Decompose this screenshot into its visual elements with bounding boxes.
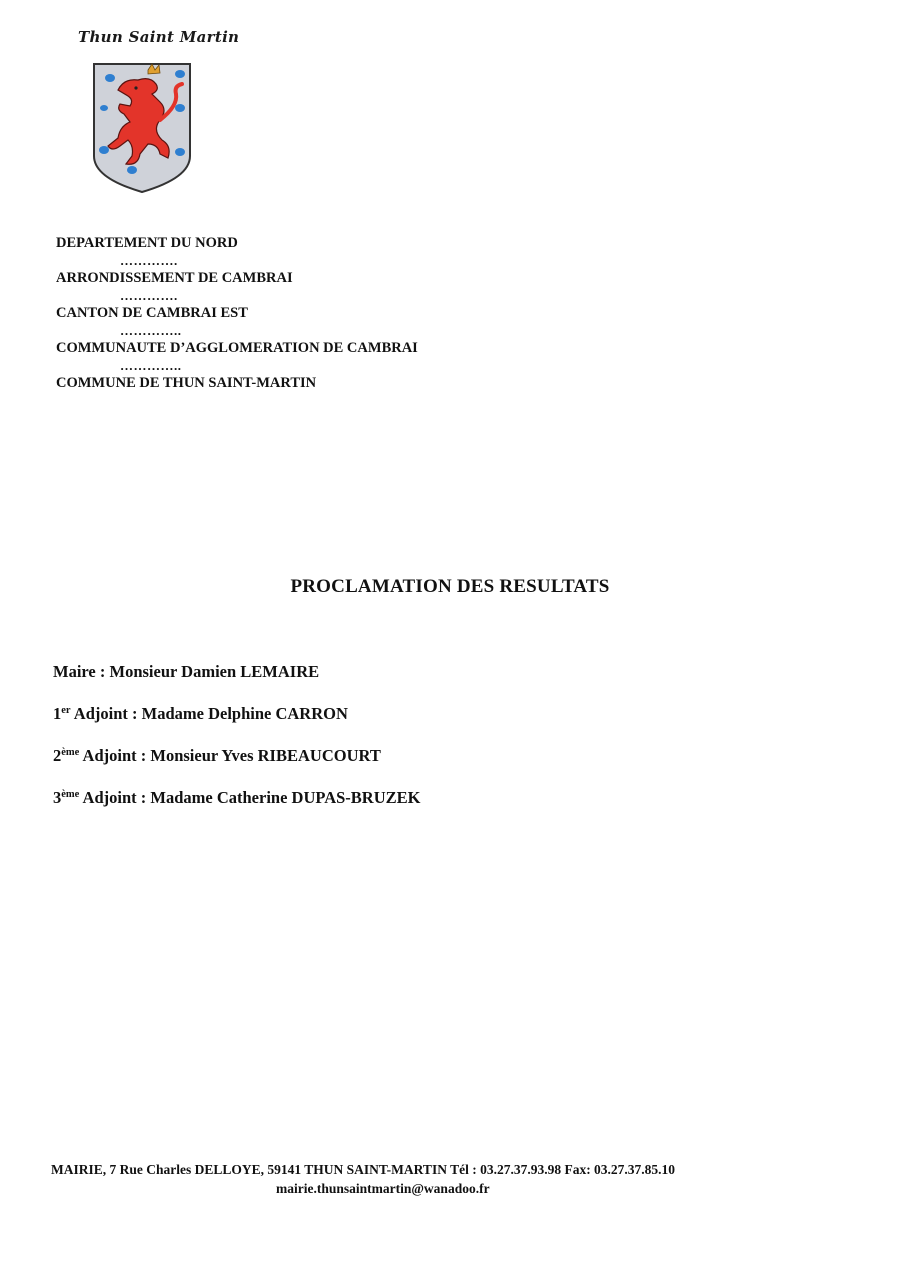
page-title: PROCLAMATION DES RESULTATS: [290, 576, 610, 597]
separator-dots: ………….: [120, 253, 178, 268]
role-number: 3: [53, 788, 62, 807]
role-separator: :: [136, 788, 151, 807]
role-ordinal: er: [61, 705, 71, 716]
role-number: 2: [53, 746, 62, 765]
results-list: [53, 661, 753, 829]
separator-dots: …………..: [120, 323, 182, 338]
communaute-label: COMMUNAUTE D’AGGLOMERATION DE CAMBRAI: [56, 340, 418, 356]
department-label: DEPARTEMENT DU NORD: [56, 235, 238, 251]
coat-of-arms-icon: [90, 60, 194, 196]
person-name: Monsieur Damien LEMAIRE: [109, 662, 320, 681]
role-label: Adjoint: [70, 704, 128, 723]
result-row-adjoint-2: [53, 745, 753, 767]
commune-label: COMMUNE DE THUN SAINT-MARTIN: [56, 375, 317, 391]
separator-dots: …………..: [120, 358, 182, 373]
footer-address: MAIRIE, 7 Rue Charles DELLOYE, 59141 THUN SAINT-MARTIN Tél : 03.27.37.93.98 Fax: 03.27.37.85.10: [51, 1162, 676, 1177]
separator-dots: ………….: [120, 288, 178, 303]
result-row-maire: [53, 661, 753, 683]
role-ordinal: ème: [61, 789, 80, 800]
role-label: Adjoint: [79, 746, 137, 765]
person-name: Monsieur Yves RIBEAUCOURT: [150, 746, 381, 765]
result-row-adjoint-1: [53, 703, 753, 725]
role-label: Maire: [53, 662, 96, 681]
person-name: Madame Catherine DUPAS-BRUZEK: [150, 788, 421, 807]
result-row-adjoint-3: [53, 787, 753, 809]
footer-email: mairie.thunsaintmartin@wanadoo.fr: [276, 1181, 490, 1196]
arrondissement-label: ARRONDISSEMENT DE CAMBRAI: [56, 270, 293, 286]
canton-label: CANTON DE CAMBRAI EST: [56, 305, 248, 321]
person-name: Madame Delphine CARRON: [141, 704, 348, 723]
role-separator: :: [95, 662, 110, 681]
role-separator: :: [136, 746, 151, 765]
role-number: 1: [53, 704, 62, 723]
role-label: Adjoint: [79, 788, 137, 807]
role-separator: :: [127, 704, 142, 723]
brand-script-title: Thun Saint Martin: [78, 28, 240, 46]
administrative-header: [56, 234, 556, 392]
role-ordinal: ème: [61, 747, 80, 758]
